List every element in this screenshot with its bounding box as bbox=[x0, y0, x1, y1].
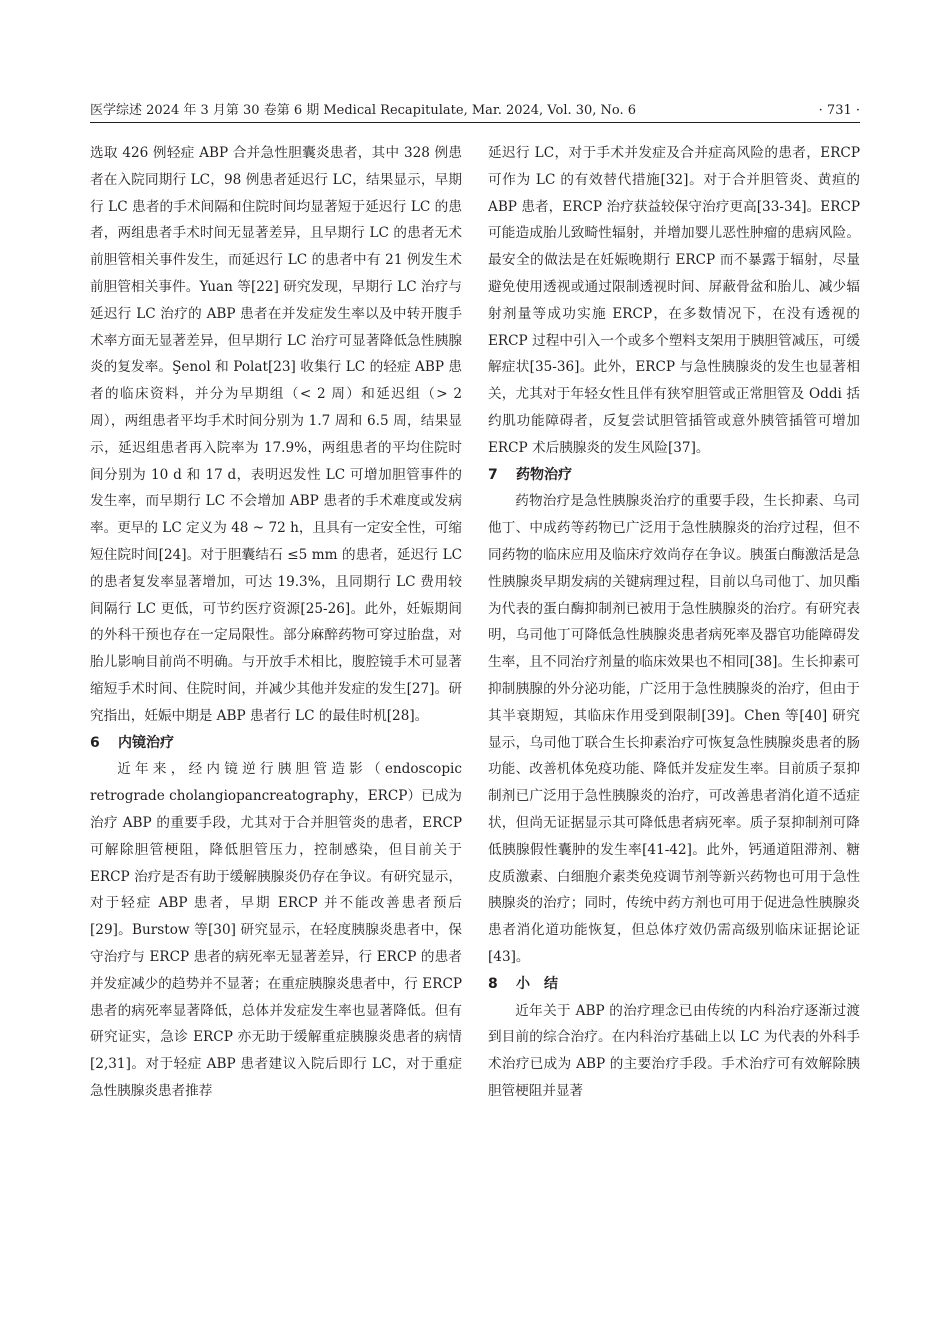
section-number: 8 bbox=[488, 975, 498, 992]
paragraph: 近年关于 ABP 的治疗理念已由传统的内科治疗逐渐过渡到目前的综合治疗。在内科治疗基础上以 LC 为代表的外科手术治疗已成为 ABP 的主要治疗手段。手术治疗可有效解除胰胆管梗阻并显著 bbox=[488, 1002, 860, 1099]
left-column bbox=[90, 140, 462, 1105]
paragraph: 选取 426 例轻症 ABP 合并急性胆囊炎患者，其中 328 例患者在入院同期行 LC，98 例患者延迟行 LC，结果显示，早期行 LC 患者的手术间隔和住院时间均显著短于延迟行 LC 的患者，两组患者手术时间无显著差异，且早期行 LC 的患者无术前胆管相关事件发生，而延迟行 LC 的患者中有 21 例发生术前胆管相关事件。Yuan 等[22] 研究发现，早期行 LC 治疗与延迟行 LC 治疗的 ABP 患者在并发症发生率以及中转开腹手术率方面无显著差异，但早期行 LC 治疗可显著降低急性胰腺炎的复发率。Şenol 和 Polat[23] 收集行 LC 的轻症 ABP 患者的临床资料，并分为早期组（< 2 周）和延迟组（> 2 周），两组患者平均手术时间分别为 1.7 周和 6.5 周，结果显示，延迟组患者再入院率为 17.9%，两组患者的平均住院时间分别为 10 d 和 17 d，表明迟发性 LC 可增加胆管事件的发生率，而早期行 LC 不会增加 ABP 患者的手术难度或发病率。更早的 LC 定义为 48 ~ 72 h，且具有一定安全性，可缩短住院时间[24]。对于胆囊结石 ≤5 mm 的患者，延迟行 LC 的患者复发率显著增加，可达 19.3%，且同期行 LC 费用较间隔行 LC 更低，可节约医疗资源[25-26]。此外，妊娠期间的外科干预也存在一定局限性。部分麻醉药物可穿过胎盘，对胎儿影响目前尚不明确。与开放手术相比，腹腔镜手术可显著缩短手术时间、住院时间，并减少其他并发症的发生[27]。研究指出，妊娠中期是 ABP 患者行 LC 的最佳时机[28]。 bbox=[90, 145, 462, 724]
section-heading bbox=[90, 730, 462, 757]
section-heading bbox=[488, 971, 860, 998]
section-title: 内镜治疗 bbox=[118, 734, 174, 751]
section-title: 小 结 bbox=[516, 975, 558, 992]
running-header bbox=[90, 100, 860, 123]
right-column bbox=[488, 140, 860, 1105]
section-number: 7 bbox=[488, 466, 498, 483]
paragraph: 药物治疗是急性胰腺炎治疗的重要手段，生长抑素、乌司他丁、中成药等药物已广泛用于急性胰腺炎的治疗过程，但不同药物的临床应用及临床疗效尚存在争议。胰蛋白酶激活是急性胰腺炎早期发病的关键病理过程，目前以乌司他丁、加贝酯为代表的蛋白酶抑制剂已被用于急性胰腺炎的治疗。有研究表明，乌司他丁可降低急性胰腺炎患者病死率及器官功能障碍发生率，且不同治疗剂量的临床效果也不相同[38]。生长抑素可抑制胰腺的外分泌功能，广泛用于急性胰腺炎的治疗，但由于其半衰期短，其临床作用受到限制[39]。Chen 等[40] 研究显示，乌司他丁联合生长抑素治疗可恢复急性胰腺炎患者的肠功能、改善机体免疫功能、降低并发症发生率。目前质子泵抑制剂已广泛用于急性胰腺炎的治疗，可改善患者消化道不适症状，但尚无证据显示其可降低患者病死率。质子泵抑制剂可降低胰腺假性囊肿的发生率[41-42]。此外，钙通道阻滞剂、糖皮质激素、白细胞介素类免疫调节剂等新兴药物也可用于急性胰腺炎的治疗；同时，传统中药方剂也可用于促进急性胰腺炎患者消化道功能恢复，但总体疗效仍需高级别临床证据论证[43]。 bbox=[488, 493, 860, 965]
paragraph: 延迟行 LC，对于手术并发症及合并症高风险的患者，ERCP 可作为 LC 的有效替代措施[32]。对于合并胆管炎、黄疸的 ABP 患者，ERCP 治疗获益较保守治疗更高[33-34]。ERCP 可能造成胎儿致畸性辐射，并增加婴儿恶性肿瘤的患病风险。最安全的做法是在妊娠晚期行 ERCP 而不暴露于辐射，尽量避免使用透视或通过限制透视时间、屏蔽骨盆和胎儿、减少辐射剂量等成功实施 ERCP，在多数情况下，在没有透视的 ERCP 过程中引入一个或多个塑料支架用于胰胆管减压，可缓解症状[35-36]。此外，ERCP 与急性胰腺炎的发生也显著相关，尤其对于年轻女性且伴有狭窄胆管或正常胆管及 Oddi 括约肌功能障碍者，反复尝试胆管插管或意外胰管插管可增加 ERCP 术后胰腺炎的发生风险[37]。 bbox=[488, 145, 860, 456]
paragraph: 近年来，经内镜逆行胰胆管造影（endoscopic retrograde cholangiopancreatography，ERCP）已成为治疗 ABP 的重要手段，尤其对于合并胆管炎的患者，ERCP 可解除胆管梗阻，降低胆管压力，控制感染，但目前关于 ERCP 治疗是否有助于缓解胰腺炎仍存在争议。有研究显示，对于轻症 ABP 患者，早期 ERCP 并不能改善患者预后[29]。Burstow 等[30] 研究显示，在轻度胰腺炎患者中，保守治疗与 ERCP 患者的病死率无显著差异，行 ERCP 的患者并发症减少的趋势并不显著；在重症胰腺炎患者中，行 ERCP 患者的病死率显著降低，总体并发症发生率也显著降低。但有研究证实，急诊 ERCP 亦无助于缓解重症胰腺炎患者的病情[2,31]。对于轻症 ABP 患者建议入院后即行 LC，对于重症急性胰腺炎患者推荐 bbox=[90, 761, 462, 1099]
section-number: 6 bbox=[90, 734, 100, 751]
section-heading bbox=[488, 462, 860, 489]
journal-citation: 医学综述 2024 年 3 月第 30 卷第 6 期 Medical Recapitulate, Mar. 2024, Vol. 30, No. 6 bbox=[90, 103, 637, 118]
page-number: · 731 · bbox=[818, 103, 860, 118]
section-title: 药物治疗 bbox=[516, 466, 572, 483]
